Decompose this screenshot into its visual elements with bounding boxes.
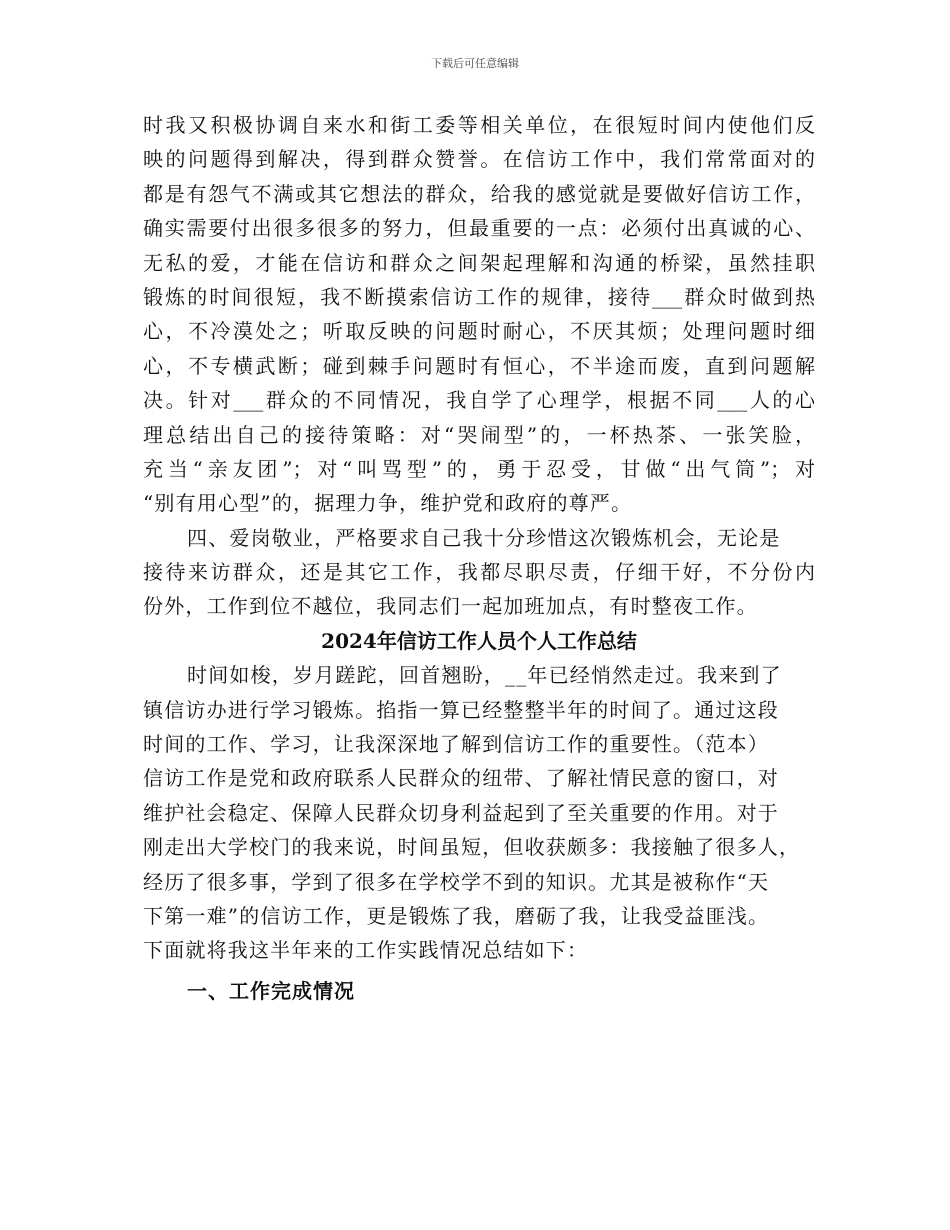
text-line: 镇信访办进行学习锻炼。掐指一算已经整整半年的时间了。通过这段 xyxy=(143,697,779,722)
text-line: 心，不专横武断；碰到棘手问题时有恒心，不半途而废，直到问题解 xyxy=(143,353,815,378)
document-title: 2024年信访工作人员个人工作总结 xyxy=(321,628,637,653)
text-line: 经历了很多事，学到了很多在学校学不到的知识。尤其是被称作“天 xyxy=(143,869,770,894)
text-line: 都是有怨气不满或其它想法的群众，给我的感觉就是要做好信访工作， xyxy=(143,181,815,206)
text-line: 份外，工作到位不越位，我同志们一起加班加点，有时整夜工作。 xyxy=(143,594,758,619)
text-line: 理总结出自己的接待策略：对“哭闹型”的，一杯热茶、一张笑脸， xyxy=(143,422,815,447)
text-line: “别有用心型”的，据理力争，维护党和政府的尊严。 xyxy=(143,491,633,516)
text-line: 映的问题得到解决，得到群众赞誉。在信访工作中，我们常常面对的 xyxy=(143,147,815,172)
text-line: 确实需要付出很多很多的努力，但最重要的一点：必须付出真诚的心、 xyxy=(143,216,815,241)
text-line: 接待来访群众，还是其它工作，我都尽职尽责，仔细干好，不分份内 xyxy=(143,560,815,585)
text-line: 下第一难”的信访工作，更是锻炼了我，磨砺了我，让我受益匪浅。 xyxy=(143,903,770,928)
text-line: 时我又积极协调自来水和街工委等相关单位，在很短时间内使他们反 xyxy=(143,113,815,137)
text-line: 下面就将我这半年来的工作实践情况总结如下： xyxy=(143,938,589,963)
text-line: 心，不冷漠处之；听取反映的问题时耐心，不厌其烦；处理问题时细 xyxy=(143,319,815,344)
text-line: 无私的爱，才能在信访和群众之间架起理解和沟通的桥梁，虽然挂职 xyxy=(143,250,815,275)
document-body xyxy=(143,108,815,1008)
text-line: 维护社会稳定、保障人民群众切身利益起到了至关重要的作用。对于 xyxy=(143,800,779,825)
page-header-note: 下载后可任意编辑 xyxy=(431,57,519,70)
text-line: 决。针对___群众的不同情况，我自学了心理学，根据不同___人的心 xyxy=(143,388,815,413)
text-line: 刚走出大学校门的我来说，时间虽短，但收获颇多：我接触了很多人， xyxy=(143,835,801,860)
section-paragraph-start: 四、爱岗敬业，严格要求自己我十分珍惜这次锻炼机会，无论是 xyxy=(187,525,781,550)
section-heading: 一、工作完成情况 xyxy=(187,978,355,1003)
text-line: 信访工作是党和政府联系人民群众的纽带、了解社情民意的窗口，对 xyxy=(143,766,779,791)
text-line: 时间的工作、学习，让我深深地了解到信访工作的重要性。（范本） xyxy=(143,732,769,757)
paragraph-start: 时间如梭，岁月蹉跎，回首翘盼，__年已经悄然走过。我来到了 xyxy=(187,663,782,688)
text-line: 锻炼的时间很短，我不断摸索信访工作的规律，接待___群众时做到热 xyxy=(143,284,815,309)
text-line: 充当“亲友团”；对“叫骂型”的，勇于忍受，甘做“出气筒”；对 xyxy=(143,456,815,481)
